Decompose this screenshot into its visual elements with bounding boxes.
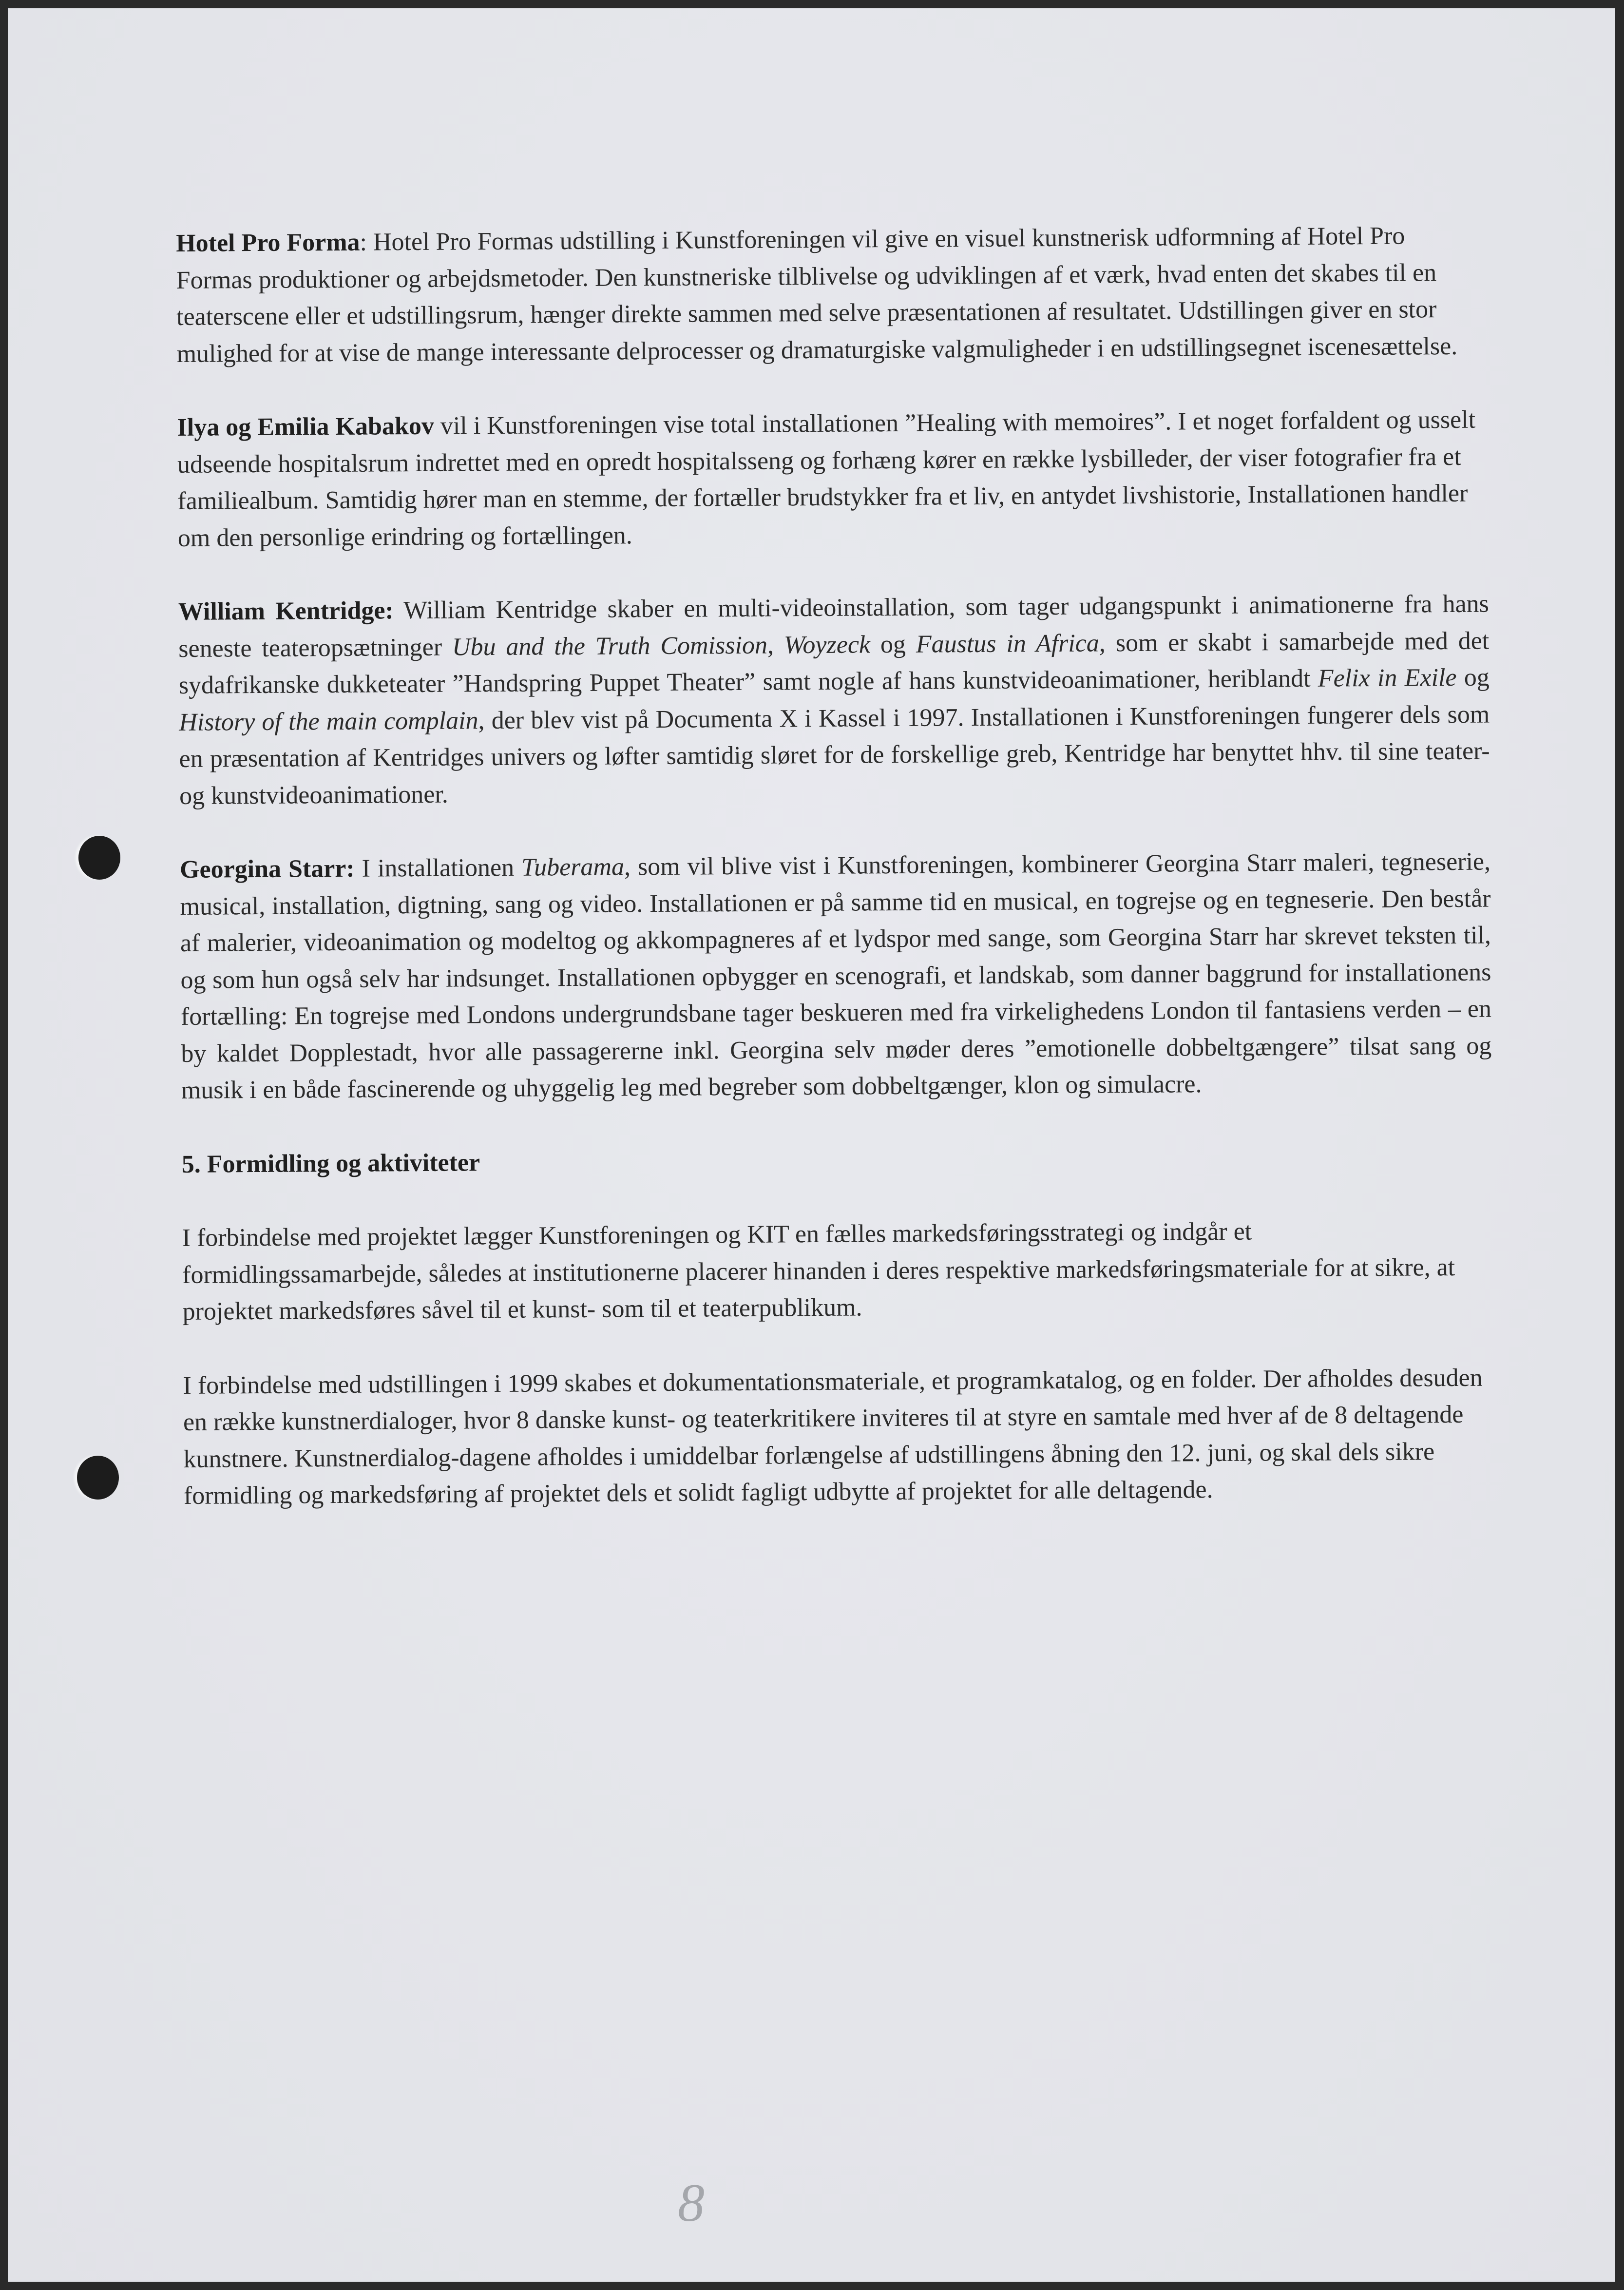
paragraph-text: , — [767, 631, 784, 659]
document-page — [8, 8, 1615, 2282]
paragraph-text: og — [870, 630, 917, 658]
paragraph-text: , der blev vist på Documenta X i Kassel i 1997. Installationen i Kunstforeningen fungerer dels som en præsentation af Kentridges univers og løfter samtidig sløret for de forskellige greb, Kentridge har benyttet hhv. til sine teater- og kunstvideoanimationer. — [179, 700, 1490, 810]
work-title: Woyzeck — [783, 630, 871, 659]
paragraph-lead: William Kentridge: — [178, 597, 394, 626]
paragraph-text: vil i Kunstforeningen vise total installationen ”Healing with memoires”. I et noget forfaldent og usselt udseende hospitalsrum indrettet med en opredt hospitalsseng og forhæng kører en række lysbilleder, der viser fotografier fra et familiealbum. Samtidig hører man en stemme, der fortæller brudstykker fra et liv, en antydet livshistorie, Installationen handler om den personlige erindring og fortællingen. — [177, 405, 1476, 552]
punch-hole-icon — [77, 1456, 119, 1500]
document-body — [176, 217, 1495, 1552]
paragraph-text: , som er skabt i samarbejde med det sydafrikanske dukketeater ”Handspring Puppet Theater” samt nogle af hans kunstvideoanimationer, heriblandt — [178, 627, 1490, 699]
work-title: Felix in Exile — [1318, 663, 1457, 693]
handwritten-page-number: 8 — [678, 2173, 705, 2232]
paragraph-kabakov — [177, 402, 1489, 557]
paragraph-hotel-pro-forma — [176, 217, 1488, 372]
paragraph-text: I installationen — [354, 853, 522, 883]
paragraph-lead: Hotel Pro Forma — [176, 228, 360, 257]
work-title: Tuberama — [521, 853, 625, 882]
paragraph-lead-colon: : — [360, 228, 367, 256]
paragraph-lead: Georgina Starr: — [179, 854, 355, 884]
section-heading: 5. Formidling og aktiviteter — [181, 1148, 480, 1178]
paragraph-text: William Kentridge skaber en multi-videoinstallation, som tager udgangspunkt i animationerne fra hans seneste teateropsætninger — [178, 590, 1489, 663]
paragraph-text: , som vil blive vist i Kunstforeningen, kombinerer Georgina Starr maleri, tegneserie, musical, installation, digtning, sang og video. Installationen er på samme tid en musical, en togrejse og en tegneserie. Den består af malerier, videoanimation og modeltog og akkompagneres af et lydspor med sange, som Georgina Starr har skrevet teksten til, og som hun også selv har indsunget. Installationen opbygger en scenografi, et landskab, som danner baggrund for installationens fortælling: En togrejse med Londons undergrundsbane tager beskueren med fra virkelighedens London til fantasiens verden – en by kaldet Dopplestadt, hvor alle passagererne inkl. Georgina selv møder deres ”emotionelle dobbeltgængere” tilsat sang og musik i en både fascinerende og uhyggelig leg med begreber som dobbeltgænger, klon og simulacre. — [180, 847, 1492, 1104]
work-title: History of the main complain — [179, 706, 478, 736]
paragraph-starr — [180, 844, 1492, 1109]
work-title: Faustus in Africa — [916, 629, 1099, 658]
paragraph-lead: Ilya og Emilia Kabakov — [177, 412, 435, 442]
paragraph-text: Hotel Pro Formas udstilling i Kunstforeningen vil give en visuel kunstnerisk udformning af Hotel Pro Formas produktioner og arbejdsmetoder. Den kunstneriske tilblivelse og udviklingen af et værk, hvad enten det skabes til en teaterscene eller et udstillingsrum, hænger direkte sammen med selve præsentationen af resultatet. Udstillingen giver en stor mulighed for at vise de mange interessante delprocesser og dramaturgiske valgmuligheder i en udstillingsegnet iscenesættelse. — [176, 222, 1458, 368]
punch-hole-icon — [78, 836, 120, 880]
paragraph-kentridge — [178, 586, 1490, 814]
paragraph-documentation: I forbindelse med udstillingen i 1999 skabes et dokumentationsmateriale, et programkatalog, og en folder. Der afholdes desuden en række kunstnerdialoger, hvor 8 danske kunst- og teaterkritikere inviteres til at styre en samtale med hver af de 8 deltagende kunstnere. Kunstnerdialog-dagene afholdes i umiddelbar forlængelse af udstillingens åbning den 12. juni, og skal dels sikre formidling og markedsføring af projektet dels et solidt fagligt udbytte af projektet for alle deltagende. — [183, 1364, 1483, 1510]
paragraph-text: og — [1456, 663, 1490, 692]
paragraph-marketing: I forbindelse med projektet lægger Kunstforeningen og KIT en fælles markedsføringsstrategi og indgår et formidlingssamarbejde, således at institutionerne placerer hinanden i deres respektive markedsføringsmateriale for at sikre, at projektet markedsføres såvel til et kunst- som til et teaterpublikum. — [182, 1217, 1455, 1326]
work-title: Ubu and the Truth Comission — [452, 631, 768, 661]
